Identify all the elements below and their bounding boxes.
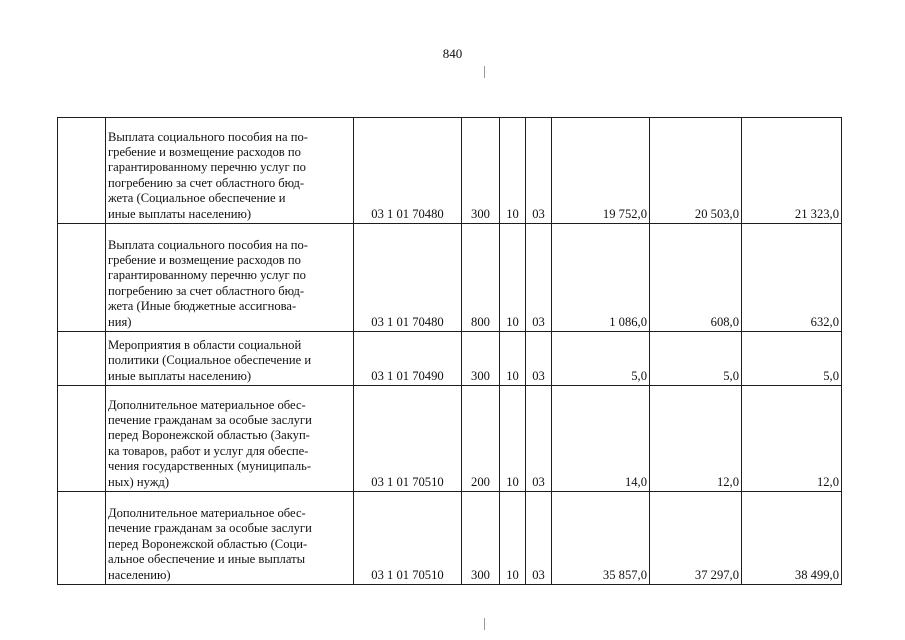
description-line: гребение и возмещение расходов по [108,144,301,159]
amount-1: 14,0 [552,386,650,492]
section-code: 10 [500,332,526,386]
amount-3: 21 323,0 [742,118,842,224]
subsection-code: 03 [526,118,552,224]
expense-type-code: 200 [462,386,500,492]
page-number: 840 [442,46,463,61]
description-line: печение гражданам за особые заслуги [108,412,312,427]
amount-2: 5,0 [650,332,742,386]
description-cell [106,224,354,332]
empty-cell [58,386,106,492]
amount-3: 5,0 [742,332,842,386]
empty-cell [58,224,106,332]
section-code: 10 [500,492,526,585]
amount-1: 35 857,0 [552,492,650,585]
description-line: политики (Социальное обеспечение и [108,353,312,368]
description-line: Дополнительное материальное обес- [108,505,306,520]
description-line: гарантированному перечню услуг по [108,268,306,283]
description-line: иные выплаты населению) [108,206,252,221]
description-line: жета (Социальное обеспечение и [108,191,286,206]
description-line: альное обеспечение и иные выплаты [108,552,306,567]
empty-cell [58,118,106,224]
description-line: гребение и возмещение расходов по [108,252,301,267]
section-code: 10 [500,224,526,332]
target-article-code: 03 1 01 70510 [354,386,462,492]
expense-type-code: 800 [462,224,500,332]
subsection-code: 03 [526,332,552,386]
empty-cell [58,492,106,585]
description-line: погребению за счет областного бюд- [108,283,305,298]
amount-3: 632,0 [742,224,842,332]
amount-2: 37 297,0 [650,492,742,585]
description-line: жета (Иные бюджетные ассигнова- [108,299,297,314]
amount-1: 19 752,0 [552,118,650,224]
amount-2: 608,0 [650,224,742,332]
section-code: 10 [500,386,526,492]
expense-type-code: 300 [462,492,500,585]
table-row [58,492,842,585]
amount-1: 1 086,0 [552,224,650,332]
description-line: перед Воронежской областью (Закуп- [108,428,310,443]
description-line: погребению за счет областного бюд- [108,175,305,190]
table-row [58,386,842,492]
target-article-code: 03 1 01 70490 [354,332,462,386]
scan-artifact [484,618,485,630]
description-line: ка товаров, работ и услуг для обеспе- [108,443,309,458]
table-row [58,332,842,386]
description-cell [106,118,354,224]
description-cell [106,386,354,492]
description-line: гарантированному перечню услуг по [108,160,306,175]
table-row [58,118,842,224]
budget-table [57,117,842,585]
description-line: иные выплаты населению) [108,368,252,383]
scan-artifact [484,66,485,78]
amount-1: 5,0 [552,332,650,386]
subsection-code: 03 [526,224,552,332]
description-line: печение гражданам за особые заслуги [108,521,312,536]
description-line: перед Воронежской областью (Соци- [108,536,308,551]
description-line: Дополнительное материальное обес- [108,397,306,412]
description-line: ных) нужд) [108,474,170,489]
description-line: Выплата социального пособия на по- [108,129,309,144]
table-row [58,224,842,332]
description-line: ния) [108,314,132,329]
target-article-code: 03 1 01 70480 [354,118,462,224]
amount-3: 12,0 [742,386,842,492]
description-line: Мероприятия в области социальной [108,337,302,352]
expense-type-code: 300 [462,118,500,224]
description-line: Выплата социального пособия на по- [108,237,309,252]
amount-2: 20 503,0 [650,118,742,224]
amount-2: 12,0 [650,386,742,492]
expense-type-code: 300 [462,332,500,386]
target-article-code: 03 1 01 70480 [354,224,462,332]
subsection-code: 03 [526,492,552,585]
target-article-code: 03 1 01 70510 [354,492,462,585]
description-cell [106,332,354,386]
section-code: 10 [500,118,526,224]
amount-3: 38 499,0 [742,492,842,585]
subsection-code: 03 [526,386,552,492]
description-cell [106,492,354,585]
description-line: населению) [108,567,171,582]
empty-cell [58,332,106,386]
description-line: чения государственных (муниципаль- [108,459,312,474]
